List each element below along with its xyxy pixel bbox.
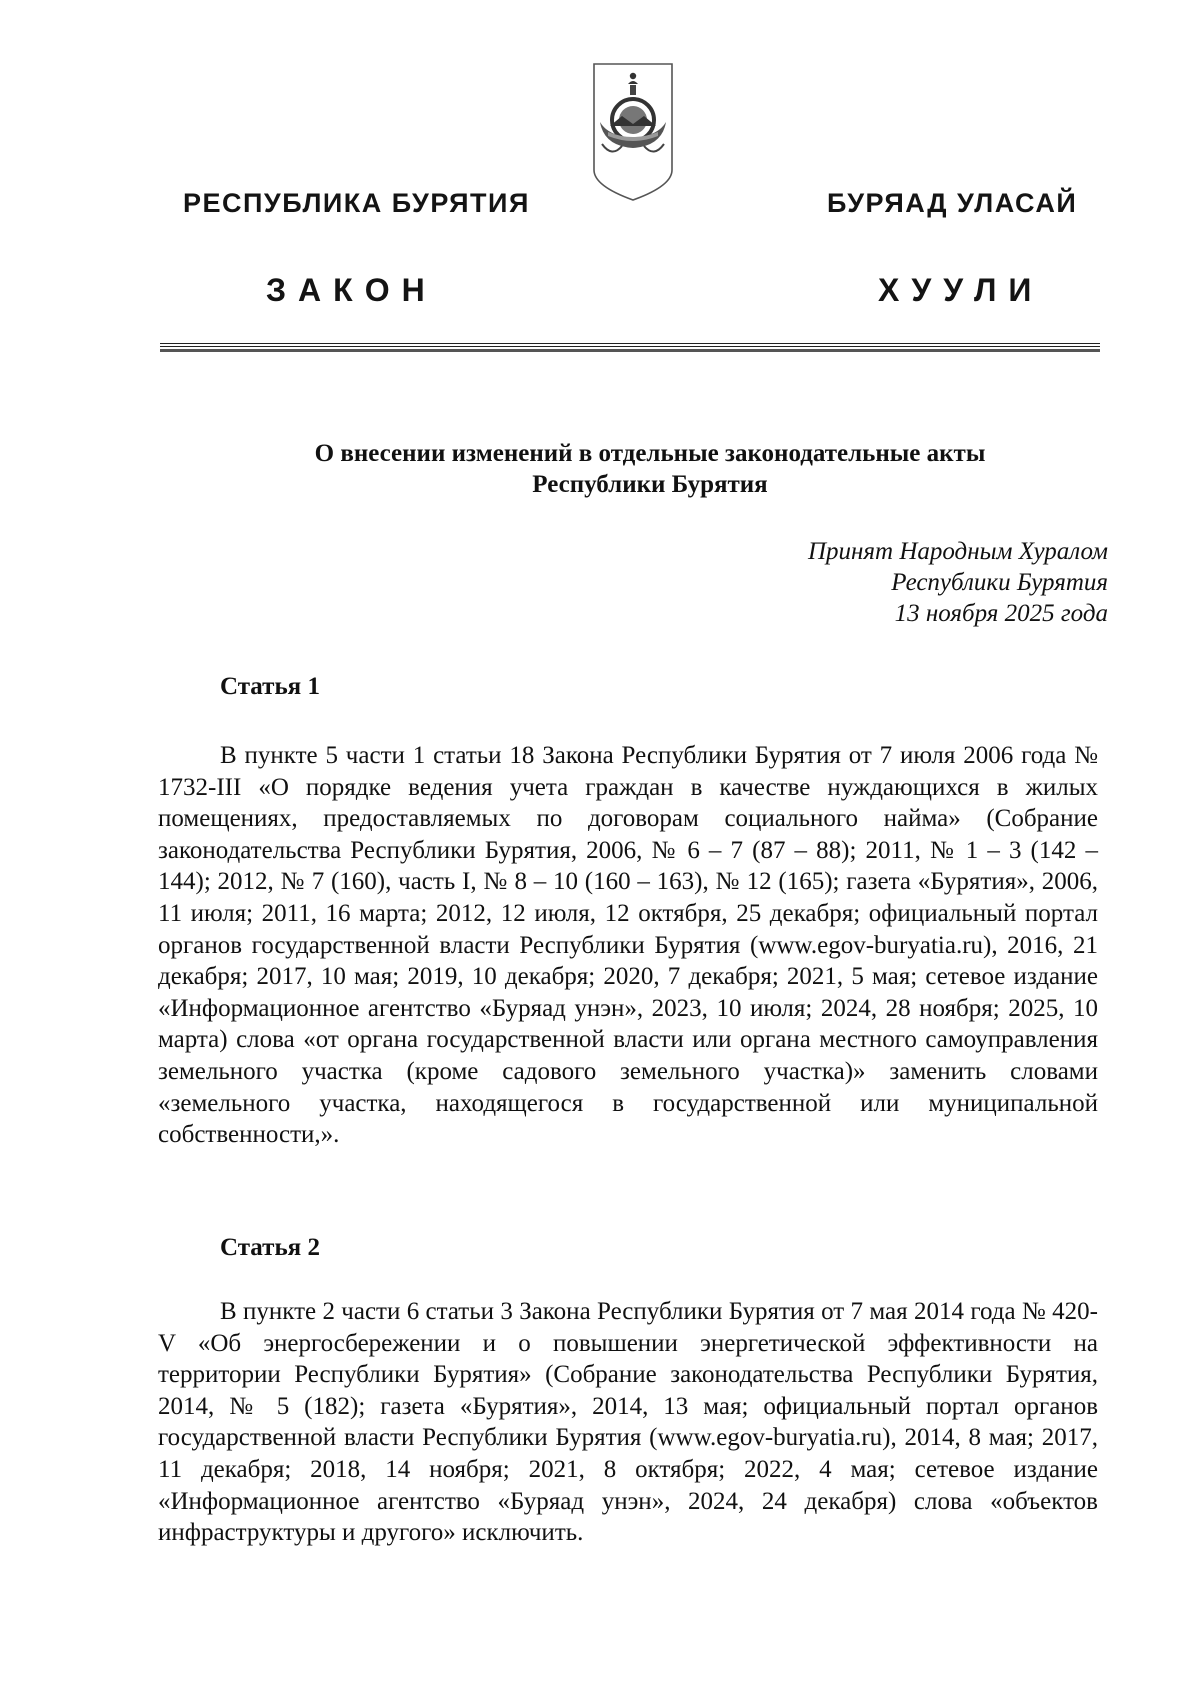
adoption-date: 13 ноября 2025 года (894, 600, 1108, 627)
adoption-note-line: Принят Народным Хуралом (807, 538, 1108, 565)
law-title (160, 438, 1140, 500)
article-1-heading: Статья 1 (220, 673, 320, 700)
header-divider (160, 343, 1100, 347)
republic-name-russian: РЕСПУБЛИКА БУРЯТИЯ (183, 188, 530, 218)
article-2-heading: Статья 2 (220, 1234, 320, 1261)
republic-name-buryat: БУРЯАД УЛАСАЙ (827, 188, 1078, 218)
law-title-line: Республики Бурятия (532, 471, 768, 498)
article-2-text: В пункте 2 части 6 статьи 3 Закона Республики Бурятия от 7 мая 2014 года № 420-V «Об энергосбережении и о повышении энергетической эффективности на территории Республики Бурятия» (Собрание законодательства Республики Бурятия, 2014, № 5 (182); газета «Бурятия», 2014, 13 мая; официальный портал органов государственной власти Республики Бурятия (www.egov-buryatia.ru), 2014, 8 мая; 2017, 11 декабря; 2018, 14 ноября; 2021, 8 октября; 2022, 4 мая; сетевое издание «Информационное агентство «Буряад унэн», 2024, 24 декабря) слова «объектов инфраструктуры и другого» исключить. (158, 1298, 1098, 1547)
adoption-note-line: Республики Бурятия (891, 569, 1108, 596)
header-divider-thick (160, 349, 1100, 352)
coat-of-arms-emblem (592, 62, 674, 202)
article-1-text: В пункте 5 части 1 статьи 18 Закона Республики Бурятия от 7 июля 2006 года № 1732-III «О порядке ведения учета граждан в качестве нуждающихся в жилых помещениях, предоставляемых по договорам социального найма» (Собрание законодательства Республики Бурятия, 2006, № 6 – 7 (87 – 88); 2011, № 1 – 3 (142 – 144); 2012, № 7 (160), часть I, № 8 – 10 (160 – 163), № 12 (165); газета «Бурятия», 2006, 11 июля; 2011, 16 марта; 2012, 12 июля, 12 октября, 25 декабря; официальный портал органов государственной власти Республики Бурятия (www.egov-buryatia.ru), 2016, 21 декабря; 2017, 10 мая; 2019, 10 декабря; 2020, 7 декабря; 2021, 5 мая; сетевое издание «Информационное агентство «Буряад унэн», 2023, 10 июля; 2024, 28 ноября; 2025, 10 марта) слова «от органа государственной власти или органа местного самоуправления земельного участка (кроме садового земельного участка)» заменить словами «земельного участка, находящегося в государственной или муниципальной собственности,». (158, 742, 1098, 1149)
law-label-buryat: ХУУЛИ (878, 272, 1044, 308)
adoption-note (808, 536, 1108, 629)
law-label-russian: ЗАКОН (266, 272, 437, 308)
law-title-line: О внесении изменений в отдельные законодательные акты (314, 440, 986, 467)
